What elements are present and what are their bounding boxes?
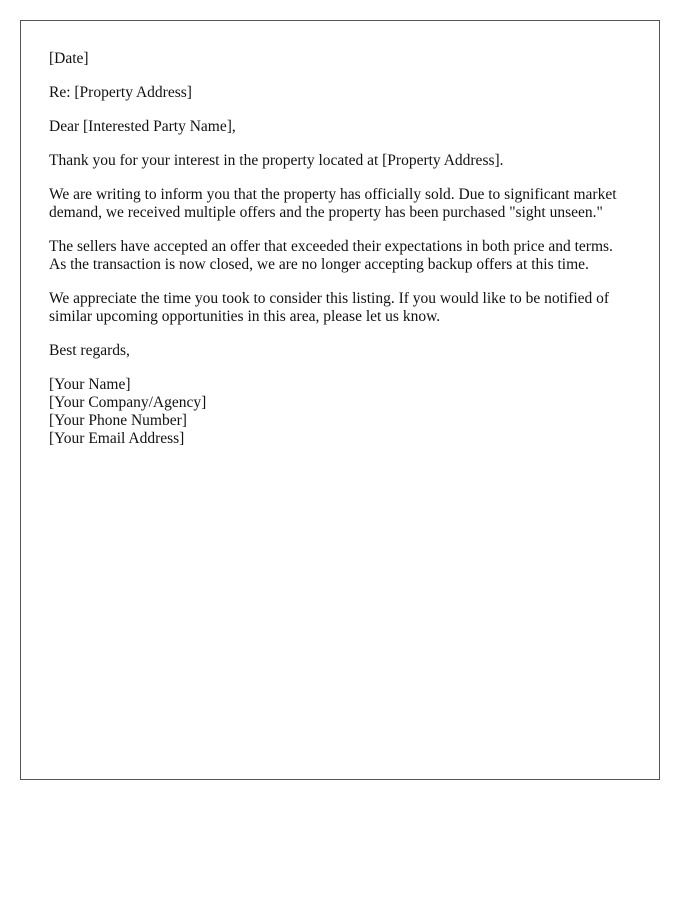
signature-phone: [Your Phone Number] bbox=[49, 412, 187, 429]
letter-paragraph-sold-notice: We are writing to inform you that the property has officially sold. Due to significant market demand, we received multiple offers and the property has been purchased "sight unseen." bbox=[49, 186, 617, 221]
signature-name: [Your Name] bbox=[49, 376, 131, 393]
letter-re-line: Re: [Property Address] bbox=[49, 84, 192, 101]
letter-paragraph-offer-accepted: The sellers have accepted an offer that exceeded their expectations in both price and terms. As the transaction is now closed, we are no longer accepting backup offers at this time. bbox=[49, 238, 613, 273]
signature-company: [Your Company/Agency] bbox=[49, 394, 207, 411]
letter-date: [Date] bbox=[49, 50, 89, 67]
signature-block bbox=[49, 376, 631, 448]
letter-body bbox=[49, 50, 631, 448]
signature-email: [Your Email Address] bbox=[49, 430, 185, 447]
letter-page bbox=[20, 20, 660, 780]
letter-salutation: Dear [Interested Party Name], bbox=[49, 118, 236, 135]
letter-closing: Best regards, bbox=[49, 342, 130, 359]
letter-paragraph-thank-you: Thank you for your interest in the property located at [Property Address]. bbox=[49, 152, 504, 169]
letter-paragraph-appreciation: We appreciate the time you took to consider this listing. If you would like to be notified of similar upcoming opportunities in this area, please let us know. bbox=[49, 290, 610, 325]
